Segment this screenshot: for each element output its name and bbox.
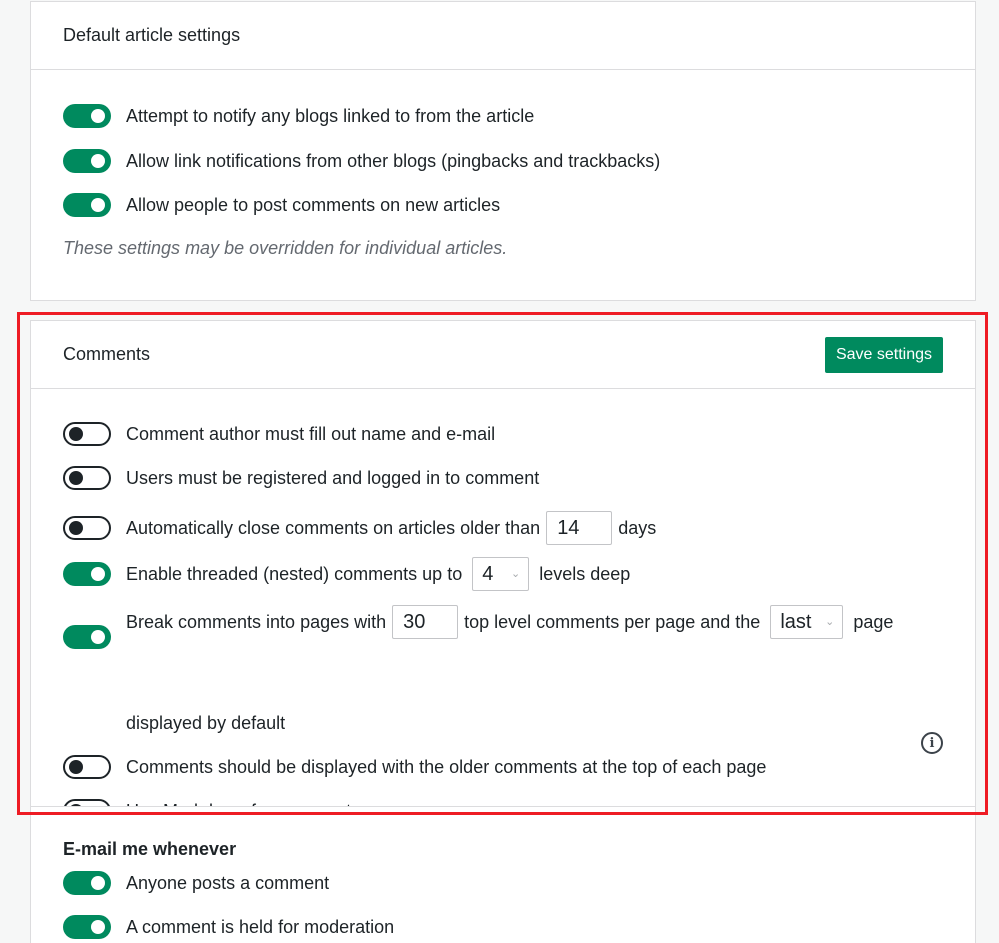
require-registration-toggle[interactable] <box>63 466 111 490</box>
setting-require-name-email <box>63 422 943 446</box>
setting-label: Enable threaded (nested) comments up to <box>126 564 463 584</box>
setting-older-first <box>63 755 943 779</box>
setting-label-line2: displayed by default <box>126 713 286 733</box>
setting-label-suffix: page <box>853 612 894 632</box>
setting-label: Break comments into pages with <box>126 612 387 632</box>
card-header <box>31 2 975 70</box>
chevron-down-icon: ⌄ <box>825 616 835 628</box>
notify-blogs-toggle[interactable] <box>63 104 111 128</box>
toggle-knob <box>91 109 105 123</box>
thread-depth-select[interactable] <box>472 557 529 591</box>
setting-label: Comments should be displayed with the older comments at the top of each page <box>126 757 767 777</box>
paging-toggle[interactable] <box>63 625 111 649</box>
auto-close-toggle[interactable] <box>63 516 111 540</box>
comments-per-page-input[interactable]: 30 <box>392 605 458 639</box>
setting-allow-comments <box>63 193 943 217</box>
close-days-input[interactable]: 14 <box>546 511 612 545</box>
toggle-knob <box>91 920 105 934</box>
comments-card <box>30 320 976 807</box>
setting-pingbacks <box>63 149 943 173</box>
setting-require-registration <box>63 466 943 490</box>
toggle-knob <box>91 154 105 168</box>
setting-email-any-comment <box>63 871 943 895</box>
setting-paging <box>63 605 943 639</box>
override-note: These settings may be overridden for individual articles. <box>63 238 508 258</box>
toggle-knob <box>91 630 105 644</box>
setting-label-suffix: days <box>618 518 657 538</box>
toggle-knob <box>69 521 83 535</box>
allow-comments-toggle[interactable] <box>63 193 111 217</box>
setting-label-suffix: levels deep <box>539 564 631 584</box>
info-icon[interactable]: i <box>921 732 943 754</box>
setting-email-moderation <box>63 915 943 939</box>
email-any-comment-toggle[interactable] <box>63 871 111 895</box>
select-value: 4 <box>482 563 494 585</box>
setting-label-middle: top level comments per page and the <box>464 612 761 632</box>
toggle-knob <box>91 567 105 581</box>
card-header <box>31 321 975 389</box>
toggle-knob <box>91 198 105 212</box>
toggle-knob <box>69 471 83 485</box>
setting-label: Comment author must fill out name and e-mail <box>126 424 496 444</box>
chevron-down-icon: ⌄ <box>510 568 521 580</box>
email-moderation-toggle[interactable] <box>63 915 111 939</box>
require-name-email-toggle[interactable] <box>63 422 111 446</box>
setting-auto-close <box>63 511 943 545</box>
toggle-knob <box>91 876 105 890</box>
setting-paging-line2 <box>126 711 943 735</box>
setting-label: Attempt to notify any blogs linked to from the article <box>126 106 535 126</box>
setting-label: Users must be registered and logged in to comment <box>126 468 540 488</box>
setting-notify-blogs <box>63 104 943 128</box>
older-first-toggle[interactable] <box>63 755 111 779</box>
save-settings-button[interactable]: Save settings <box>825 337 943 373</box>
default-article-settings-card <box>30 1 976 301</box>
toggle-knob <box>69 760 83 774</box>
setting-label: A comment is held for moderation <box>126 917 395 937</box>
section-title: E-mail me whenever <box>63 839 237 859</box>
setting-label: Allow people to post comments on new articles <box>126 195 501 215</box>
threaded-toggle[interactable] <box>63 562 111 586</box>
card-title: Comments <box>63 344 151 364</box>
card-title: Default article settings <box>63 25 241 45</box>
setting-threaded <box>63 557 943 591</box>
toggle-knob <box>69 427 83 441</box>
select-value: last <box>780 611 812 633</box>
default-page-select[interactable] <box>770 605 843 639</box>
setting-label: Allow link notifications from other blogs (pingbacks and trackbacks) <box>126 151 661 171</box>
setting-label: Anyone posts a comment <box>126 873 330 893</box>
email-card <box>30 806 976 943</box>
pingbacks-toggle[interactable] <box>63 149 111 173</box>
setting-label: Automatically close comments on articles older than <box>126 518 541 538</box>
